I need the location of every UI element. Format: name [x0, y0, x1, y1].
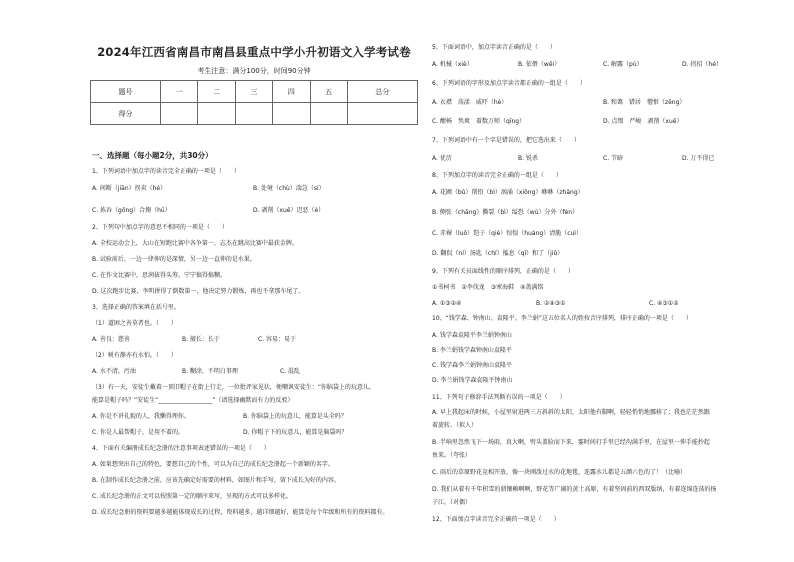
- question-line: （3）有一天，安徒生戴着一顶旧帽子在街上行走，一位批评家见状，便嘲讽安徒生：“你脑袋上的玩意儿，: [92, 384, 375, 391]
- question-line: （1）道困之善莫者也。（ ）: [92, 320, 177, 327]
- question-line: 4、下面有关编册成长纪念册的注意事项表述错误的一项是（ ）: [92, 445, 270, 452]
- question-line: A. 你是不讲礼貌的人，我懒得理你。: [92, 413, 190, 420]
- question-line: C. 混乱: [280, 368, 301, 375]
- question-line: A. 间断（jiān）拐卖（hé）: [92, 185, 167, 192]
- exam-notice: 考生注意：满分100分，时间90分钟: [197, 67, 311, 75]
- question-line: 12、下面加点字读音完全正确的一项是（ ）: [432, 516, 560, 523]
- score-header-cell: 总分: [347, 81, 417, 103]
- question-line: C. 容易：易于: [258, 336, 297, 343]
- question-line: 11、下列句子修辞手法判断有误的一项是（ ）: [432, 394, 566, 401]
- question-line: D. 拐招（hé）: [682, 61, 722, 68]
- question-line: 6、下列词语的字形及加点字读音都正确的一组是（ ）: [432, 80, 586, 87]
- question-line: C. 赤裸（luǒ）铠子（qiè）惊惶（huáng）清脆（cuì）: [432, 230, 582, 237]
- question-line: 着旋转。（拟人）: [432, 422, 478, 429]
- question-line: 10、“钱学森、钟南山、袁隆平、李兰娟”这五位名人的姓按音序排列，排序正确的一项是（ ）: [432, 315, 692, 322]
- question-line: A. 机械（xiè）: [432, 61, 473, 68]
- score-table-header-row: [91, 81, 418, 103]
- question-line: 9、下列有关员面线性的顺序排列，正确的是（ ）: [432, 268, 574, 275]
- question-line: B. 和蔼 错居 憎恨（zēng）: [603, 99, 686, 106]
- question-line: B. 处境（chù）湍急（sí）: [253, 185, 325, 192]
- score-header-cell: 五: [310, 81, 347, 103]
- question-line: ①书柯书 ②李伐龙 ③寒海鞋 ④盖满铭: [432, 284, 544, 291]
- question-line: D. 翻侃（ní）汤匙（chí）搐息（qī）和了（jiǔ）: [432, 250, 564, 257]
- question-line: B. 试验前后，一边一律伸的是深情，另一边一直伸的是水果。: [92, 256, 256, 263]
- score-table: [90, 80, 418, 125]
- question-line: （2）树有静亦有水怕。（ ）: [92, 352, 177, 359]
- question-line: C. 雨后的草原野花竞相开放，像一块刚泼过水的花地毯，连露水儿都是五颜六色的了！（比喻）: [432, 469, 687, 476]
- score-cell[interactable]: [273, 103, 310, 125]
- question-line: A. 水不清，污浊: [92, 368, 136, 375]
- question-line: B. ②④③①: [536, 300, 566, 307]
- question-line: D. 你帽子下的玩意儿，能算是脑袋吗？: [243, 429, 348, 436]
- question-line: C. 成长纪念册的正文可以按照第一定的顺序来写，呈现的方式可以多样化。: [92, 493, 293, 500]
- question-line: B. 擅长：长于: [182, 336, 220, 343]
- score-cell[interactable]: [235, 103, 272, 125]
- question-line: C. ④③①②: [649, 300, 679, 307]
- question-line: D. 点缀 严峻 剥削（xuē）: [603, 118, 683, 125]
- score-cell[interactable]: [161, 103, 198, 125]
- question-line: A. 如果想突出自己的特色，要想自己的个性，可以为自己的成长纪念册起一个新颖的名字。: [92, 461, 334, 468]
- question-line: D. 万不得已: [682, 155, 715, 162]
- question-line: 1、下列词语中加点字的读音完全正确的一项是（ ）: [92, 168, 240, 175]
- question-line: 能算是帽子吗？”安徒生“__________________”（请选择幽默而有力的反驳）: [92, 397, 294, 404]
- question-line: D. 这次跑步比赛，李明拼得了倒数第一，他决定努力锻炼，再也不拿那车尾了。: [92, 288, 305, 295]
- question-line: C. 钱学森李兰娟钟南山袁隆平: [432, 362, 513, 369]
- score-header-cell: 一: [161, 81, 198, 103]
- question-line: B. 锐杀: [518, 155, 538, 162]
- question-line: 子江。（对偶）: [432, 499, 472, 506]
- score-row-label: 得分: [91, 103, 161, 125]
- question-line: 2、下列句中加点字的意思不相同的一项是（ ）: [92, 224, 228, 231]
- question-line: C. 你是人最帮帽子，是用不着的。: [92, 429, 185, 436]
- question-line: C. 酣畅 隽爽 着数万师（qīng）: [432, 118, 526, 125]
- question-line: A. 衣襟 荡漾 威吓（hè）: [432, 99, 508, 106]
- section-heading: 一、选择题（每小题2分，共30分）: [92, 151, 213, 160]
- question-line: 3、选择正确的答案填在括号里。: [92, 304, 180, 311]
- score-header-cell: 四: [273, 81, 310, 103]
- question-line: A. ①③②④: [432, 300, 462, 307]
- question-line: C. 解露（pù）: [603, 61, 643, 68]
- question-line: C. 在作文比赛中，思润拔得头筹，宁宁搞得搞糊。: [92, 272, 227, 279]
- score-table-score-row: [91, 103, 418, 125]
- question-line: A. 善良：慈善: [92, 336, 130, 343]
- question-line: D. 成长纪念册的资料要越多越能体现成长的过程，资料越多，越详细越好，能算是每个年级和所有的资料都有。: [92, 509, 389, 516]
- score-cell[interactable]: [310, 103, 347, 125]
- question-line: B. 糊涂，不明白事理: [182, 368, 238, 375]
- question-line: 7、下列词语中有一个字是错误的，把它选出来（ ）: [432, 137, 580, 144]
- question-line: C. 节暗: [603, 155, 624, 162]
- question-line: A. 钱学森袁隆平李兰娟钟南山: [432, 332, 512, 339]
- question-line: D. 李兰娟钱学森袁隆平钟南山: [432, 377, 513, 384]
- score-header-cell: 二: [198, 81, 235, 103]
- question-line: D. 我们从着有千年积雪的鼎镶赖啊啊，野花等广阔的黄土高原，有着坚固前的西双版纳，有着连绵连荡的扬: [432, 486, 717, 493]
- question-line: D. 剥削（xuē）迟恶（è）: [253, 207, 325, 214]
- question-line: B. 你脑袋上的玩意儿，能算是头全吗？: [243, 413, 347, 420]
- question-line: A. 花圃（bǔ）削铅（bì）汹涌（xiōng）咻咻（zhāng）: [432, 189, 584, 196]
- question-line: B. 侧张（chāng）撕裂（bì）缢恐（wù）分外（fèn）: [432, 209, 579, 216]
- score-header-cell: 题号: [91, 81, 161, 103]
- question-line: 5、下面词语中，加点字读音正确的是（ ）: [432, 44, 556, 51]
- question-line: B. 依偎（wēi）: [518, 61, 561, 68]
- score-header-cell: 三: [235, 81, 272, 103]
- question-line: B. 半响里忽然飞下一场雨，真大啊，劈头盖脸而下来，霎时间打手里已经沟满手里，在屋里一伸手能抄起: [432, 439, 710, 446]
- question-line: B. 李兰娟钱学森钟南山袁隆平: [432, 347, 512, 354]
- question-line: A. 全校运动会上，大山在短跑比赛中各争第一，志杰在跳高比赛中最获金牌。: [92, 240, 298, 247]
- question-line: A. 优历: [432, 155, 452, 162]
- question-line: 鱼来。（夸张）: [432, 452, 472, 459]
- question-line: 8、下列加点字的读音完全正确的一组是（ ）: [432, 172, 562, 179]
- score-cell[interactable]: [347, 103, 417, 125]
- question-line: B. 在制作成长纪念册之前，应该先确定好需要的材料，如图片和手写，留下成长为好的内容。: [92, 477, 340, 484]
- score-cell[interactable]: [198, 103, 235, 125]
- question-line: A. 早上我起床的时候，小屋里射进两三方斜斜的太阳，太阳他有脚啊，轻轻悄悄地挪移了；我也茫茫然跟: [432, 409, 710, 416]
- question-line: C. 拣吞（gōng）合掬（hū）: [92, 207, 171, 214]
- exam-title: 2024年江西省南昌市南昌县重点中学小升初语文入学考试卷: [97, 45, 411, 59]
